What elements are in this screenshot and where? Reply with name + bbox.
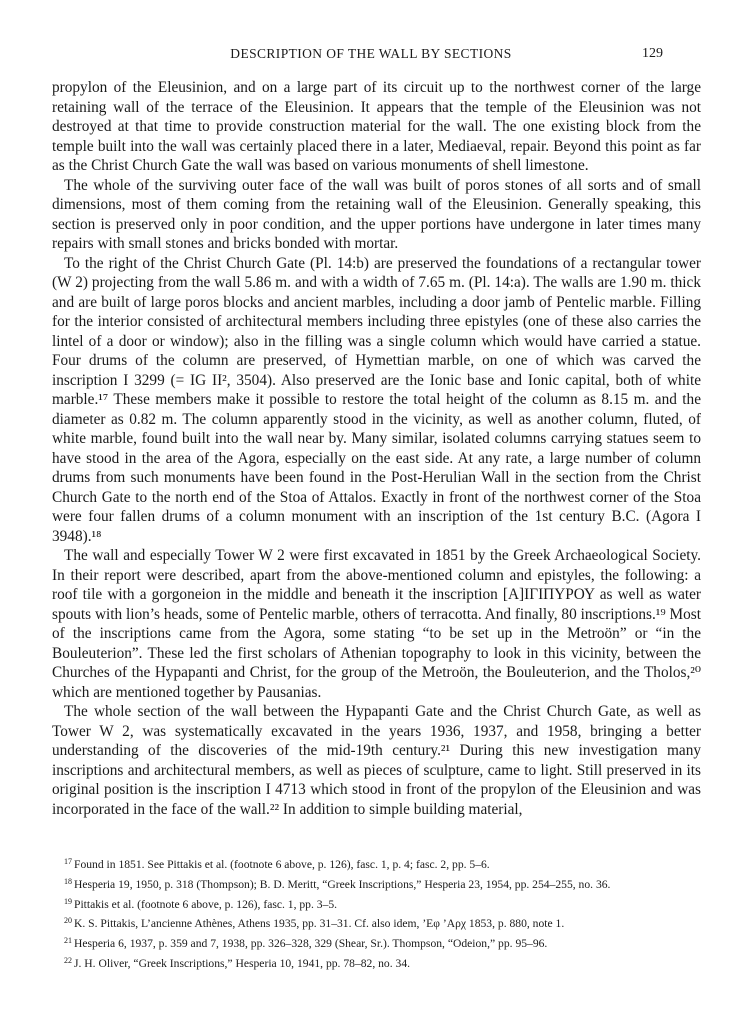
footnote-number: 17 — [64, 857, 72, 866]
footnote-number: 18 — [64, 876, 72, 886]
paragraph: To the right of the Christ Church Gate (Pl. 14:b) are preserved the foundations of a rectangular tower (W 2) projecting from the wall 5.86 m. and with a width of 7.65 m. (Pl. 14:a). The walls are 1.90 m. thick and are built of large poros blocks and ancient marbles, including a door jamb of Pentelic marble. Filling for the interior consisted of architectural members including three epistyles (one of these also carries the lintel of a door or window); also in the filling was a single column which would have carried a statue. Four drums of the column are preserved, of Hymettian marble, on one of which was carved the inscription I 3299 (= IG II², 3504). Also preserved are the Ionic base and Ionic capital, both of white marble.¹⁷ These members make it possible to restore the total height of the column as 8.15 m. and the diameter as 0.82 m. The column apparently stood in the vicinity, as well as another column, fluted, of white marble, found built into the wall near by. Many similar, isolated columns carrying statues seem to have stood in the area of the Agora, especially on the east side. At any rate, a large number of column drums from such monuments have been found in the Post-Herulian Wall in the section from the Christ Church Gate to the north end of the Stoa of Attalos. Exactly in front of the northwest corner of the Stoa were four fallen drums of a column monument with an inscription of the 1st century B.C. (Agora I 3948).¹⁸ — [52, 254, 701, 545]
paragraph: The wall and especially Tower W 2 were first excavated in 1851 by the Greek Archaeological Society. In their report were described, apart from the above-mentioned column and epistyles, the following: a roof tile with a gorgoneion in the middle and beneath it the inscription [Α]ΙΓΙΠΥΡΟΥ as well as water spouts with lion’s heads, some of Pentelic marble, others of terracotta. And finally, 80 inscriptions.¹⁹ Most of the inscriptions came from the Agora, some stating “to be set up in the Metroön” or “in the Bouleuterion”. These led the first scholars of Athenian topography to look in this vicinity, between the Churches of the Hypapanti and Christ, for the group of the Metroön, the Bouleuterion, and the Tholos,²⁰ which are mentioned together by Pausanias. — [52, 547, 701, 701]
footnote — [52, 854, 701, 874]
footnote — [52, 913, 701, 933]
footnote — [52, 894, 701, 914]
footnote-text: Found in 1851. See Pittakis et al. (footnote 6 above, p. 126), fasc. 1, p. 4; fasc. 2, pp. 5–6. — [74, 858, 490, 871]
paragraph: The whole of the surviving outer face of the wall was built of poros stones of all sorts and of small dimensions, most of them coming from the retaining wall of the Eleusinion. Generally speaking, this section is preserved only in poor condition, and the upper portions have undergone in later times many repairs with small stones and bricks bonded with mortar. — [52, 176, 701, 252]
footnote-text: J. H. Oliver, “Greek Inscriptions,” Hesperia 10, 1941, pp. 78–82, no. 34. — [74, 956, 411, 970]
footnote-text: Pittakis et al. (footnote 6 above, p. 126), fasc. 1, pp. 3–5. — [74, 897, 338, 911]
footnote-number: 21 — [64, 936, 72, 946]
footnote — [52, 953, 701, 973]
footnote-text: Hesperia 19, 1950, p. 318 (Thompson); B. D. Meritt, “Greek Inscriptions,” Hesperia 23, 1954, pp. 254–255, no. 36. — [74, 877, 611, 891]
running-title: DESCRIPTION OF THE WALL BY SECTIONS — [230, 46, 512, 61]
footnote-text: Hesperia 6, 1937, p. 359 and 7, 1938, pp. 326–328, 329 (Shear, Sr.). Thompson, “Odeion,” pp. 95–96. — [74, 937, 548, 951]
footnote-number: 20 — [64, 916, 72, 926]
page-number: 129 — [642, 46, 663, 61]
footnote-text: K. S. Pittakis, L’ancienne Athènes, Athens 1935, pp. 31–31. Cf. also idem, ’Εφ ’Αρχ 1853, p. 880, note 1. — [74, 917, 565, 931]
footnote — [52, 874, 701, 894]
footnote-number: 22 — [64, 955, 72, 965]
footnote-number: 19 — [64, 896, 72, 906]
page-header — [0, 46, 742, 66]
footnote — [52, 933, 701, 953]
footnotes — [52, 854, 701, 973]
body-text — [52, 78, 701, 819]
paragraph: propylon of the Eleusinion, and on a large part of its circuit up to the northwest corner of the large retaining wall of the terrace of the Eleusinion. It appears that the temple of the Eleusinion was not destroyed at that time to provide construction material for the wall. The one existing block from the temple built into the wall was certainly placed there in a later, Mediaeval, repair. Beyond this point as far as the Christ Church Gate the wall was based on various monuments of shell limestone. — [52, 79, 701, 174]
paragraph: The whole section of the wall between the Hypapanti Gate and the Christ Church Gate, as well as Tower W 2, was systematically excavated in the years 1936, 1937, and 1958, bringing a better understanding of the discoveries of the mid-19th century.²¹ During this new investigation many inscriptions and architectural members, as well as pieces of sculpture, came to light. Still preserved in its original position is the inscription I 4713 which stood in front of the propylon of the Eleusinion and was incorporated in the face of the wall.²² In addition to simple building material, — [52, 703, 701, 818]
